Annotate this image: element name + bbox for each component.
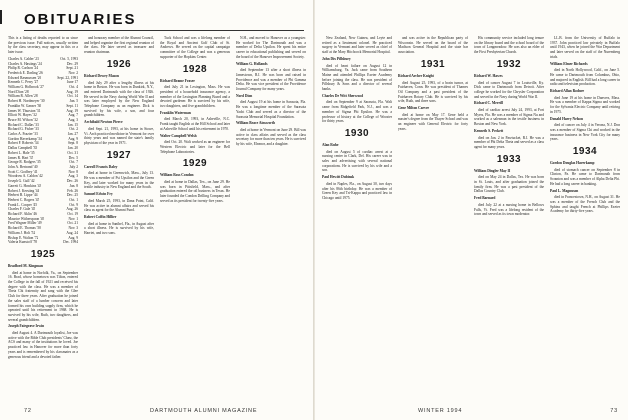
roster-name: Franklin W. Ganser '30 bbox=[8, 103, 42, 108]
roster-name: James W. Thurston '31 bbox=[8, 108, 41, 113]
roster-date: Dec. 29 bbox=[66, 61, 78, 66]
obituary-column bbox=[322, 36, 392, 201]
roster-name: Robert F. Roberts '34 bbox=[8, 141, 39, 146]
roster-entry bbox=[8, 240, 78, 245]
roster-date: July 2 bbox=[69, 164, 78, 169]
roster-name: Charles A. Hastings '24 bbox=[8, 61, 42, 66]
obituary-text: His community service included long tenure on the library board and the school board of the town of Longmeadow. He was also an elder of the First Presbyterian Church. bbox=[474, 36, 544, 55]
obituary-name: Walter Campbell Welsh bbox=[160, 133, 197, 138]
page-title: OBITUARIES bbox=[24, 11, 137, 28]
obituary-text: died at home in Greenwich, Mass., July 13. He was a member of Psi Upsilon and the Green Key, and later worked for many years in the textile industry in New England and the South. bbox=[84, 171, 154, 190]
roster-date: Jan. 15 bbox=[67, 122, 78, 127]
roster-name: Fred Wagner Miller '49 bbox=[8, 221, 42, 226]
deaths-roster bbox=[8, 57, 78, 245]
roster-name: Maurice Witherspoon '49 bbox=[8, 216, 45, 221]
roster-date: Sept. 8 bbox=[68, 141, 78, 146]
obituary-name: William G. Hollands bbox=[236, 61, 268, 66]
roster-date: Aug. 19 bbox=[66, 108, 78, 113]
obituary-text: died August 25, 1993, of a brain tumor, at Fairhaven, Conn. He was president of Thames Oil Company and a past president of the Fairhaven Rotary Club. He is survived by his wife, Ruth, and three sons. bbox=[398, 80, 468, 104]
obituary-text: died of heart failure on August 12 in Williamsburg, Va. Jack came from Southern Maine and attended Phillips Exeter Academy before joining the class. He was president of Pillsbury & Sons and a director of several banks. bbox=[322, 63, 392, 92]
roster-date: Aug. 26 bbox=[66, 207, 78, 212]
roster-date: Nov. 2 bbox=[68, 70, 78, 75]
roster-name: Robert H. Nordmeyer '30 bbox=[8, 99, 45, 104]
obituary-name: Richard Allan Roduer bbox=[550, 89, 585, 94]
page-number: 72 bbox=[24, 408, 32, 414]
roster-name: Charles F. Gale '45 bbox=[8, 207, 36, 212]
roster-date: Nov. 1 bbox=[68, 216, 78, 221]
obituary-text: N.H., and moved to Hanover as a youngster. He worked for The Dartmouth and was a member of Delta Upsilon. He spent his entire career in educational publishing and served on the board of the Hanover Improvement Society. bbox=[236, 36, 306, 59]
roster-date: Dec. 25 bbox=[66, 193, 78, 198]
page-gutter bbox=[313, 0, 315, 420]
page-number: 73 bbox=[610, 408, 618, 414]
obituary-name: Alan Ruhe bbox=[322, 142, 339, 147]
class-year-heading: 1933 bbox=[496, 153, 522, 165]
roster-name: Richard E. Thomas '50 bbox=[8, 226, 41, 231]
right-page bbox=[318, 0, 628, 420]
obituary-name: Richard Dewey Mason bbox=[84, 73, 119, 78]
roster-name: Joseph G. Gull '42 bbox=[8, 179, 35, 184]
roster-date: Aug. 7 bbox=[68, 113, 78, 118]
roster-name: Scott C. Godfrey '41 bbox=[8, 169, 38, 174]
roster-name: Robert L. Hale '35 bbox=[8, 150, 35, 155]
roster-name: Kenneth C. Perry '27 bbox=[8, 80, 39, 85]
roster-date: Oct. 7 bbox=[69, 160, 78, 165]
obituary-name: Kenneth S. Peckett bbox=[474, 128, 504, 133]
roster-date: Oct. 14 bbox=[67, 94, 78, 99]
issue-season: WINTER 1994 bbox=[418, 408, 463, 414]
obituary-column bbox=[84, 36, 154, 236]
roster-name: James R. Hart '35 bbox=[8, 155, 34, 160]
obituary-name: John Dix Pillsbury bbox=[322, 56, 351, 61]
roster-date: Sept. 22, 1991 bbox=[57, 75, 78, 80]
obituary-text: died September 13 after a short illness in Jamestown, R.I. He was born and raised in Providence and was a member of Phi Gamma Delta. He was vice president of the Providence Journal Company for many years. bbox=[236, 68, 306, 92]
obituary-text: died August 4. A Dartmouth loyalist, Joe was active with the Bible Club presidents' Chaw, the ACS and many of the institutions he loved. Joe practiced law in Hanover for more than forty years and is remembered by his classmates as a generous friend and a devoted father. bbox=[8, 331, 78, 359]
roster-date: Aug. 9 bbox=[68, 136, 78, 141]
roster-name: Charles A. Calder '23 bbox=[8, 56, 39, 61]
left-page bbox=[0, 0, 310, 420]
roster-date: Dec. 5 bbox=[68, 155, 78, 160]
class-year-heading: 1931 bbox=[420, 58, 446, 70]
obituary-column bbox=[8, 249, 78, 359]
roster-date: Aug. 19 bbox=[66, 89, 78, 94]
obituary-text: New Zealand, New Guinea, and Leyte and retired as a lieutenant colonel. He practiced surgery in Vermont and later served as chief of staff at the Mary Hitchcock Memorial Hospital. bbox=[322, 36, 392, 55]
roster-name: Gordon Haverkamp '34 bbox=[8, 136, 42, 141]
obituary-column bbox=[160, 36, 230, 204]
obituary-name: Fred Barnard bbox=[474, 196, 496, 201]
obituary-text: died in North Hollywood, Calif., on June 5. He came to Dartmouth from Columbus, Ohio, and majored in English. Bill had a long career in radio and television production. bbox=[550, 68, 620, 87]
obituary-text: died July 29 after a lengthy illness at his home in Boston. He was born in Dunkirk, N.Y., and entered Dartmouth with the class of 1926. He served in the Navy during World War II and was later employed by the New England Telephone Company as an engineer. Dick is survived by his wife, a son, and four grandchildren. bbox=[84, 80, 154, 118]
roster-name: Bruce M. Wilson '32 bbox=[8, 117, 38, 122]
roster-name: Elliott W. Hayes '32 bbox=[8, 113, 37, 118]
roster-date: Oct. 9 bbox=[69, 202, 78, 207]
intro-text: This is a listing of deaths reported to us since the previous issue. Full notices, usually written by the class secretary, may appear in this or a later issue. bbox=[8, 36, 78, 55]
roster-name: Bishop E. Walton '72 bbox=[8, 235, 39, 240]
obituary-text: died in Francestown, N.H., on August 31. He was a member of the French Club and the Sphinx and taught French at Phillips Exeter Academy for thirty-five years. bbox=[550, 195, 620, 214]
obituary-text: died of cancer August 7 in Louisville, Ky. Dick came to Dartmouth from Detroit. After college he worked for the Chrysler Corporation and served in the Navy during World War II. bbox=[474, 80, 544, 99]
obituary-name: Samuel Edwin Fry bbox=[84, 192, 113, 197]
obituary-name: Nord Dion bbox=[236, 93, 253, 98]
obituary-name: Gene Milton Carver bbox=[398, 106, 430, 111]
roster-date: Jan. 5 bbox=[69, 99, 78, 104]
roster-name: William J. Holt '52 bbox=[8, 230, 36, 235]
obituary-name: Archibald Newton Pierce bbox=[84, 120, 123, 125]
roster-name: Robert J. Kersting '44 bbox=[8, 188, 40, 193]
roster-date: Oct. 19 bbox=[67, 212, 78, 217]
roster-date: Oct. 31 bbox=[67, 150, 78, 155]
obituary-text: died Sept. 21, 1993, at his home in Stowe, Vt. Arch practiced medicine in Vermont for over thirty years and was named the state's family physician of the year in 1971. bbox=[84, 126, 154, 145]
roster-date: Dec. 26 bbox=[66, 179, 78, 184]
roster-name: John A. Bertrand '40 bbox=[8, 164, 38, 169]
left-column-1 bbox=[8, 36, 78, 400]
obituary-name: William Ross Condon bbox=[160, 173, 194, 178]
obituary-text: died on Jan. 2 in Pawtucket, R.I. He was a member of Phi Delta Theta and served as a class agent for many years. bbox=[474, 135, 544, 149]
obituary-column bbox=[236, 36, 306, 147]
roster-name: Dallas Campbell '35 bbox=[8, 146, 38, 151]
roster-date: Jan. 20 bbox=[67, 146, 78, 151]
right-column-2 bbox=[398, 36, 468, 400]
roster-date: Aug. 24 bbox=[66, 230, 78, 235]
roster-date: Jan. 8 bbox=[69, 183, 78, 188]
header-accent-bar bbox=[0, 10, 2, 24]
obituary-name: Richard W. Hawes bbox=[474, 73, 503, 78]
roster-name: Philip R. Carlson '24 bbox=[8, 66, 38, 71]
roster-date: Sept. 11 bbox=[66, 103, 78, 108]
class-year-heading: 1925 bbox=[30, 248, 56, 260]
right-column-3 bbox=[474, 36, 544, 400]
roster-date: Oct. 4 bbox=[69, 85, 78, 90]
roster-date: Aug. 3 bbox=[68, 117, 78, 122]
obituary-text: died August 19 at his home in Sarasota, Fla. He was a longtime member of the Sarasota Yacht Club and served as a director of the Sarasota Memorial Hospital Foundation. bbox=[236, 100, 306, 119]
obituary-text: and honorary member of the Alumni Council, and helped organize the first regional reunion of the class. He later served as treasurer and reunion chairman. bbox=[84, 36, 154, 55]
roster-name: Garrett G. Hawkins '43 bbox=[8, 183, 42, 188]
obituary-text: died June 19 at his home in Danvers, Mass. He was a member of Kappa Sigma and worked for the Sylvania Electric Company until retiring in 1975. bbox=[550, 95, 620, 114]
class-year-heading: 1927 bbox=[106, 149, 132, 161]
title-rule bbox=[24, 30, 304, 31]
roster-name: William G. Holbrook '27 bbox=[8, 85, 44, 90]
obituary-column bbox=[474, 36, 544, 217]
roster-date: Nov. 8 bbox=[68, 169, 78, 174]
obituary-column bbox=[550, 36, 620, 214]
right-column-4 bbox=[550, 36, 620, 400]
obituary-text: died on May 24 in Dallas, Tex. He was born in St. Louis, and after graduation joined the family firm. He was a past president of the Dallas Country Club. bbox=[474, 175, 544, 194]
roster-name: Valeria Kunstoff '78 bbox=[8, 240, 37, 245]
right-column-1 bbox=[322, 36, 392, 400]
roster-date: Feb. 26 bbox=[67, 188, 78, 193]
obituary-name: Carroll Francis Daley bbox=[84, 164, 118, 169]
obituary-name: Charles De Witt Sherwood bbox=[322, 93, 364, 98]
obituary-text: died at home on May 17. Gene held a master's degree from the Thayer School and was an engineer with General Electric for forty years. bbox=[398, 112, 468, 131]
obituary-text: died July 22 at a nursing home in Bellows Falls, Vt. Fred was a lifelong resident of the town and served as its town moderator. bbox=[474, 202, 544, 217]
roster-name: Edward Rasmussen '26 bbox=[8, 75, 42, 80]
roster-name: Herbert B. Lippe '44 bbox=[8, 193, 38, 198]
roster-name: Richard C. Dallas '33 bbox=[8, 122, 39, 127]
right-columns bbox=[322, 36, 620, 400]
obituary-name: Joseph Fairgrave Irwin bbox=[8, 324, 45, 329]
roster-date: Oct. 21 bbox=[67, 221, 78, 226]
obituary-text: died of stomach cancer on September 8 in Clinton, Pa. He came to Dartmouth from Scranton and was a member of Alpha Delta Phi. He had a long career in banking. bbox=[550, 167, 620, 186]
obituary-column bbox=[398, 36, 468, 132]
roster-name: Carlos A. Frazier '33 bbox=[8, 132, 38, 137]
obituary-text: died of cancer on July 4 in Verona, N.J. Don was a member of Sigma Chi and worked in the insurance business in New York City for many years. bbox=[550, 123, 620, 142]
class-year-heading: 1934 bbox=[572, 146, 598, 158]
class-year-heading: 1930 bbox=[344, 127, 370, 139]
roster-name: Nord Dion '28 bbox=[8, 89, 29, 94]
obituary-text: and was active in the Republican party of Wisconsin. He served on the board of the Madison General Hospital and the state bar association. bbox=[398, 36, 468, 55]
obituary-name: Richard Archer Knight bbox=[398, 73, 434, 78]
roster-date: Oct. 2 bbox=[69, 127, 78, 132]
left-columns bbox=[8, 36, 306, 400]
roster-date: Oct. 5, 1993 bbox=[60, 56, 78, 61]
obituary-name: William Brace Ainsworth bbox=[236, 121, 276, 126]
obituary-name: Paul Hewitt Dubinsk bbox=[322, 175, 355, 180]
obituary-name: Richard C. Merrill bbox=[474, 101, 504, 106]
left-column-4 bbox=[236, 36, 306, 400]
obituary-text: died March 20, 1993, in Asheville, N.C. Frank taught English at the Hill School and later at Asheville School until his retirement in 1970. bbox=[160, 117, 230, 131]
roster-name: Richard G. Fisher '33 bbox=[8, 127, 39, 132]
obituary-text: died at home in Norfolk, Va., on September 16. Brad, whose hometown was Tilton, entered the College in the fall of 1921 and received his degree with the class. He was a member of Theta Chi fraternity and sang with the Glee Club for three years. After graduation he joined the sales staff of a lumber concern and later formed his own building supply firm, which he operated until his retirement in 1968. He is survived by his wife, Ruth, two daughters, and several grandchildren. bbox=[8, 270, 78, 322]
obituary-text: died on August 5 of cardiac arrest at a nursing center in Clark, Del. His career was in sales and advertising with several national corporations. He is survived by his wife and a son. bbox=[322, 149, 392, 173]
obituary-text: died at home in Vermont on June 29. Bill was active in class affairs and served as the class secretary for more than ten years. He is survived by his wife, Eleanor, and a daughter. bbox=[236, 127, 306, 147]
obituary-text: died at home in Sanibel, Fla., in August after a short illness. He is survived by his wife, Harriet, and two sons. bbox=[84, 221, 154, 236]
roster-date: Aug. 9 bbox=[68, 235, 78, 240]
left-column-3 bbox=[160, 36, 230, 400]
roster-date: Nov. 3 bbox=[68, 226, 78, 231]
class-year-heading: 1926 bbox=[106, 58, 132, 70]
roster-date: June 17 bbox=[66, 80, 78, 85]
obituary-name: Franklin Waterman bbox=[160, 110, 191, 115]
class-year-heading: 1928 bbox=[182, 63, 208, 75]
roster-name: Frederick E. Darling '26 bbox=[8, 70, 43, 75]
obituary-text: died in Naples, Fla., on August 30, two days after his 86th birthday. He was a member of Green Key and Tri-Kappa and practiced law in Chicago until 1975. bbox=[322, 181, 392, 200]
obituary-name: Bradford M. Kingman bbox=[8, 263, 43, 268]
obituary-text: died on September 9 at Sarasota, Fla. Walt came from Ridgefield Park, N.J., and was a member of Sigma Phi Epsilon. He was a professor of history at the College of Wooster for thirty years. bbox=[322, 100, 392, 124]
roster-name: William R. Allen '28 bbox=[8, 94, 38, 99]
obituary-text: died July 21 in Lexington, Mass. He was president of a household insurance agency, a member of the Lexington Planning Board and a devoted gardener. He is survived by his wife, two daughters, and five grandchildren. bbox=[160, 85, 230, 109]
obituary-text: died March 25, 1993, in Dana Point, Calif. He was active in alumni affairs and served his class as agent for the Alumni Fund. bbox=[84, 198, 154, 213]
obituary-text: died at home in Dallas, Tex., on June 29. He was born in Pittsfield, Mass., and after graduation entered the oil business in Texas. He later founded the Condon Drilling Company and served as its president for twenty-five years. bbox=[160, 180, 230, 203]
roster-name: George R. Rodgers '35 bbox=[8, 160, 41, 165]
obituary-text: died of cardiac arrest July 24, 1993, at Fort Myers, Fla. He was a member of Sigma Nu and worked as a salesman in the textile business in Boston and New York. bbox=[474, 108, 544, 127]
class-year-heading: 1929 bbox=[182, 158, 208, 170]
obituary-name: Paul L. Magnuson bbox=[550, 188, 579, 193]
obituary-name: Robert Coffin Hillier bbox=[84, 214, 117, 219]
roster-name: Richard F. Aklin '46 bbox=[8, 212, 37, 217]
roster-name: Frank L. Cooper '45 bbox=[8, 202, 37, 207]
obituary-text: LL.B. from the University of Buffalo in 1937. John practiced law privately in Buffalo until 1943, when he joined the War Department and later served on the staff of the Nuremberg trials. bbox=[550, 36, 620, 59]
obituary-name: William Elmer Richards bbox=[550, 61, 588, 66]
class-year-heading: 1932 bbox=[496, 58, 522, 70]
roster-name: Herbert C. Rogers '45 bbox=[8, 197, 40, 202]
obituary-name: William Dingler May II bbox=[474, 168, 511, 173]
roster-date: Sept. 21 bbox=[66, 66, 78, 71]
roster-date: Dec. 1994 bbox=[63, 240, 78, 245]
obituary-name: Richard Brame Fraser bbox=[160, 78, 195, 83]
roster-name: Woodrow A. Caldon '42 bbox=[8, 174, 43, 179]
obituary-name: Gordon Douglas Haverkamp bbox=[550, 161, 595, 166]
left-column-2 bbox=[84, 36, 154, 400]
magazine-name: DARTMOUTH ALUMNI MAGAZINE bbox=[150, 408, 258, 414]
obituary-text: Tuck School and was a lifelong member of the Royal and Ancient Golf Club of St. Andrews. He served on the capital campaign committee of the College and was a generous supporter of the Hopkins Center. bbox=[160, 36, 230, 59]
roster-date: Aug. 3 bbox=[68, 174, 78, 179]
roster-date: Oct. 1 bbox=[69, 197, 78, 202]
obituary-text: died Oct. 20. Walt worked as an engineer for Western Electric and later for the Bell Telephone Laboratories. bbox=[160, 140, 230, 154]
roster-date: Jan. 27 bbox=[67, 132, 78, 137]
obituary-name: Donald Harry Nelson bbox=[550, 116, 583, 121]
